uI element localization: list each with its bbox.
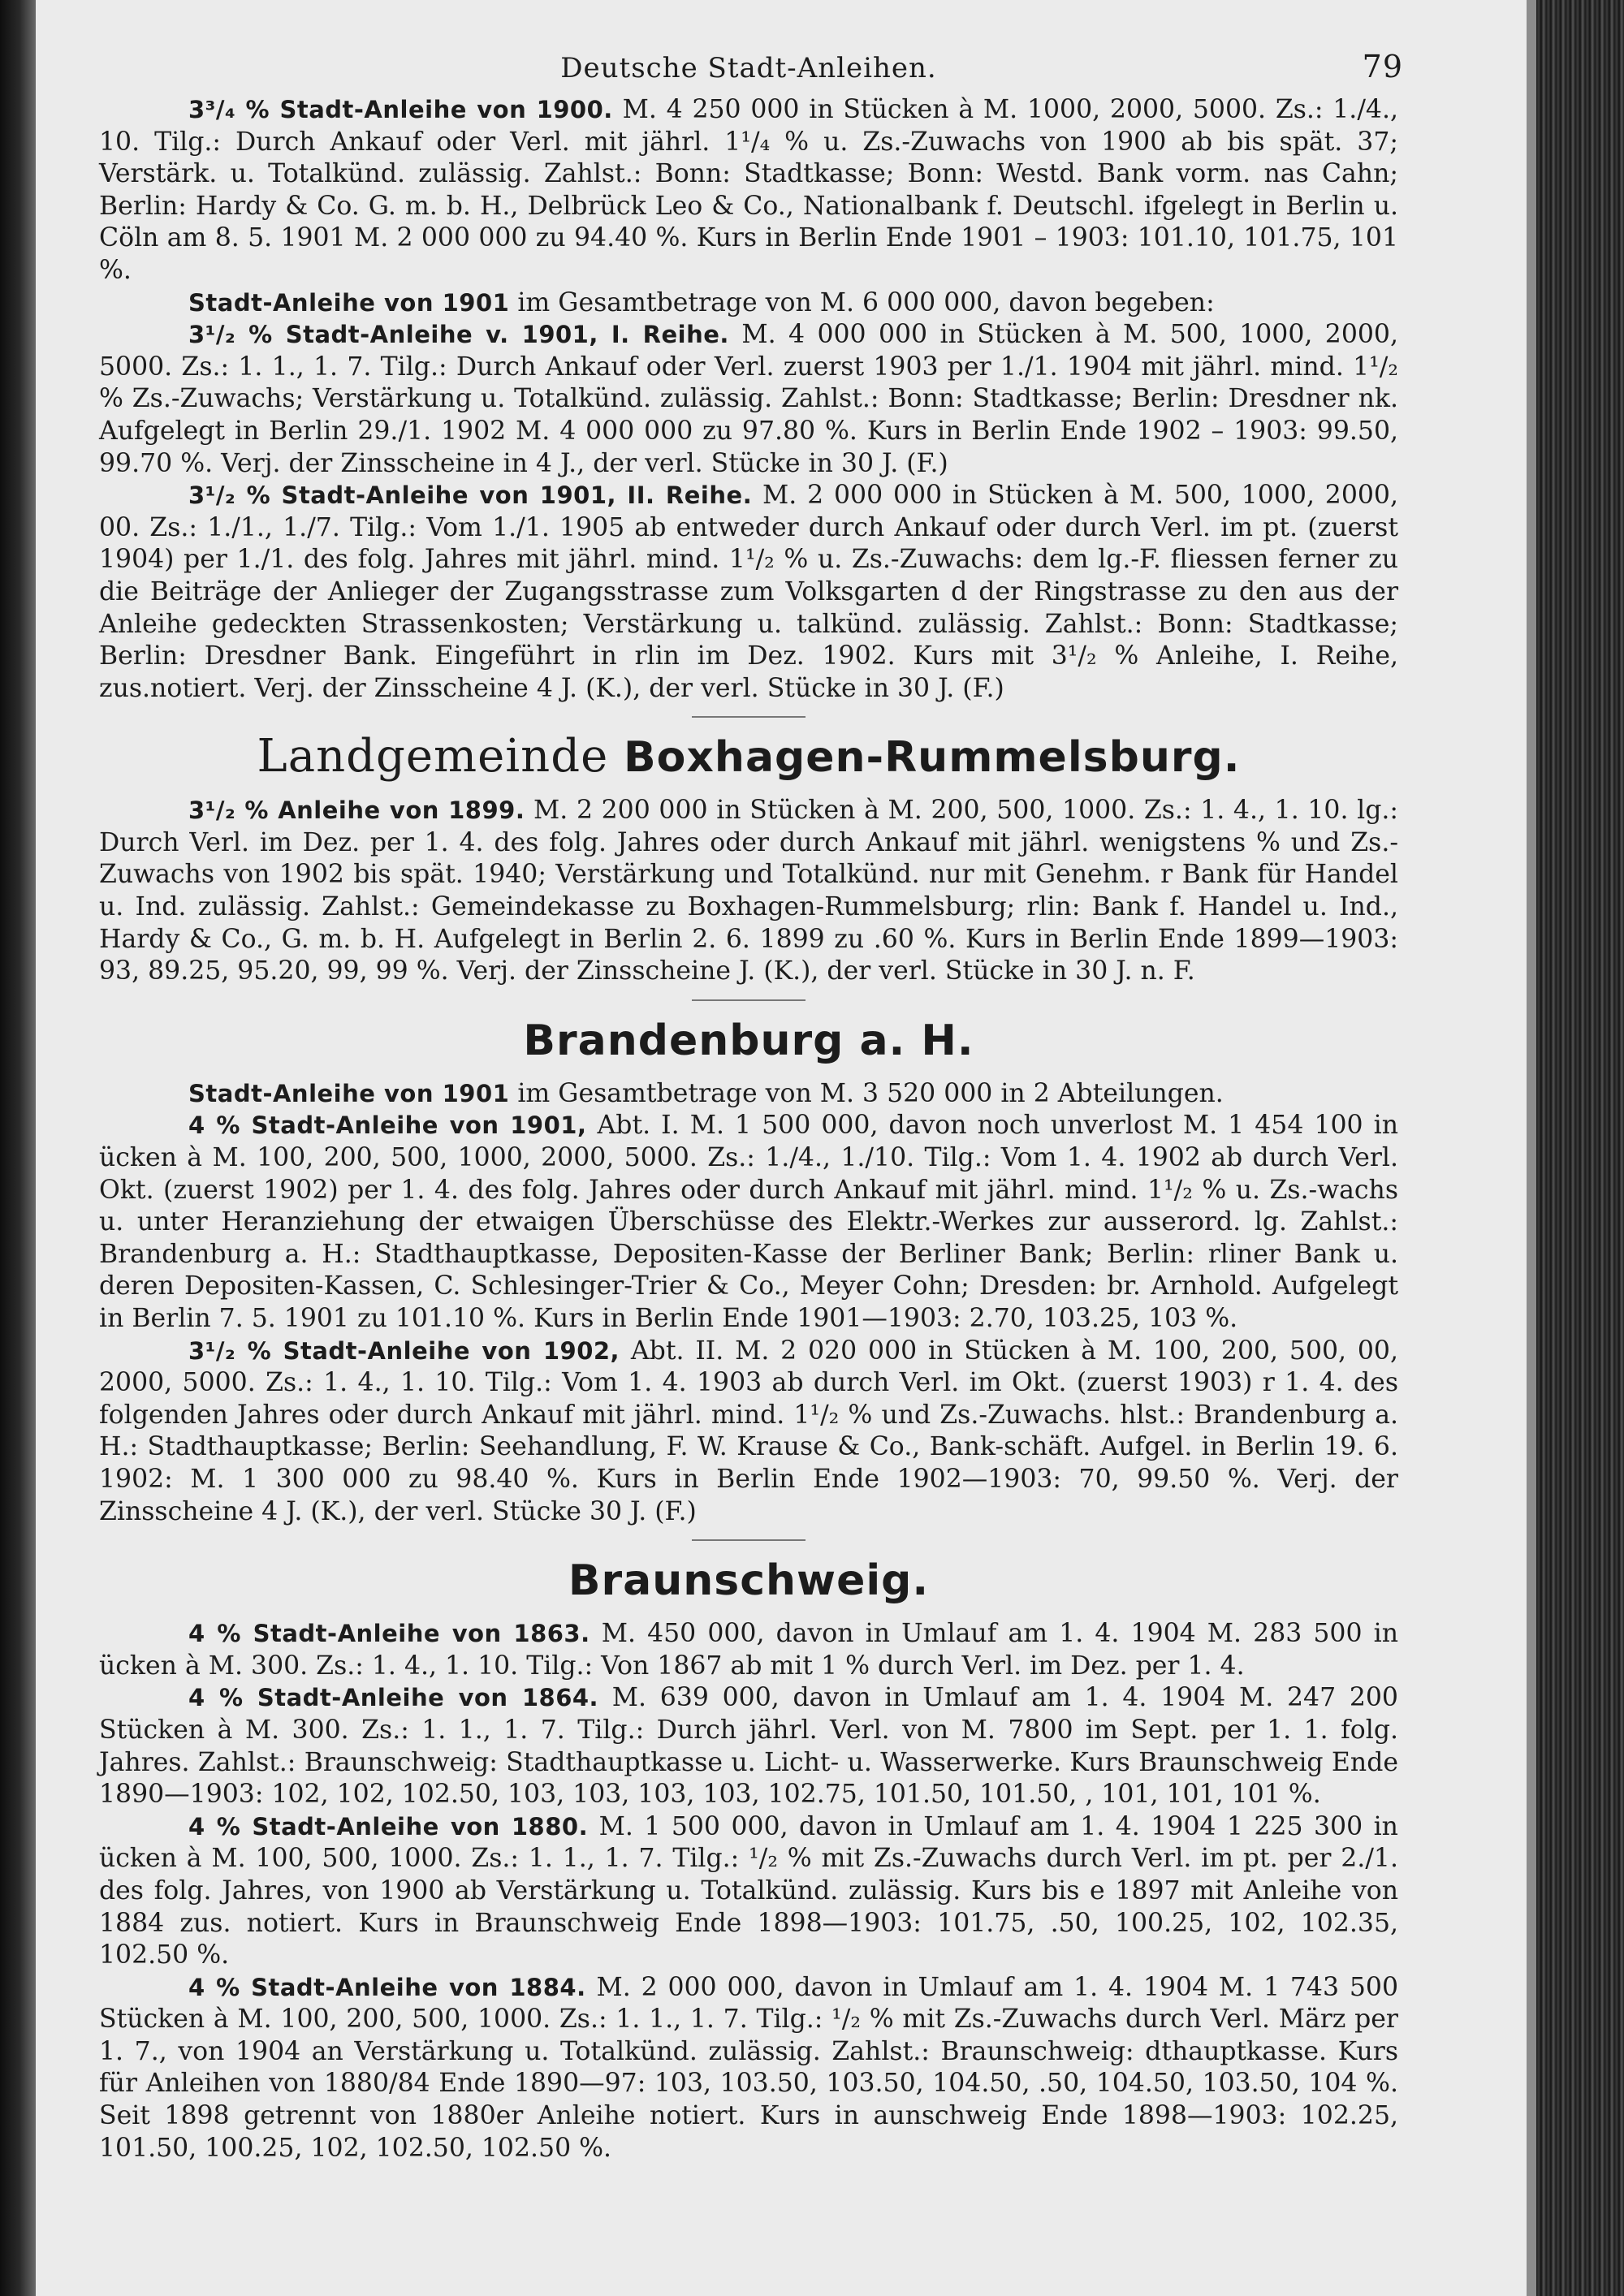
entry (99, 1110, 1398, 1335)
section-divider (692, 1539, 806, 1541)
entry-text: im Gesamtbetrage von M. 6 000 000, davon begeben: (509, 287, 1215, 317)
entry (99, 94, 1398, 287)
section-divider (692, 716, 806, 718)
entry (99, 795, 1398, 988)
city-heading (99, 1014, 1398, 1067)
entry (99, 480, 1398, 705)
entry (99, 319, 1398, 480)
entry (99, 287, 1398, 320)
entry-text: M. 1 500 000, davon in Umlauf am 1. 4. 1904 1 225 300 in ücken à M. 100, 500, 1000. Zs.: 1. 1., 1. 7. Tilg.: ¹/₂ % mit Zs.-Zuwachs durch Verl. im pt. per 2./1. des folg. Jahres, von 1900 ab Verstärkung u. Totalkünd. zulässig. Kurs bis e 1897 mit Anleihe von 1884 zus. notiert. Kurs in Braunschweig Ende 1898—1903: 101.75, .50, 100.25, 102, 102.35, 102.50 %. (99, 1811, 1398, 1970)
entry-heading: 4 % Stadt-Anleihe von 1884. (188, 1973, 586, 2001)
entry-heading: 4 % Stadt-Anleihe von 1863. (188, 1620, 590, 1648)
entry (99, 1972, 1398, 2165)
page-content (99, 45, 1403, 2164)
entry-text: M. 4 250 000 in Stücken à M. 1000, 2000, 5000. Zs.: 1./4., 10. Tilg.: Durch Ankauf oder Verl. mit jährl. 1¹/₄ % u. Zs.-Zuwachs von 1900 ab bis spät. 37; Verstärk. u. Totalkünd. zulässig. Zahlst.: Bonn: Stadtkasse; Bonn: Westd. Bank vorm. nas Cahn; Berlin: Hardy & Co. G. m. b. H., Delbrück Leo & Co., Nationalbank f. Deutschl. ifgelegt in Berlin u. Cöln am 8. 5. 1901 M. 2 000 000 zu 94.40 %. Kurs in Berlin Ende 1901 – 1903: 101.10, 101.75, 101 %. (99, 95, 1399, 285)
entry-heading: 3¹/₂ % Anleihe von 1899. (188, 796, 525, 825)
book-page (36, 0, 1527, 2296)
entry-text: im Gesamtbetrage von M. 3 520 000 in 2 Abteilungen. (509, 1078, 1224, 1108)
entry (99, 1682, 1398, 1810)
city-name: Brandenburg a. H. (523, 1016, 974, 1065)
running-head (99, 45, 1403, 94)
entry-heading: 3¹/₂ % Stadt-Anleihe v. 1901, I. Reihe. (188, 321, 729, 349)
city-name: Braunschweig. (568, 1556, 930, 1606)
entry-heading: 3¹/₂ % Stadt-Anleihe von 1902, (188, 1336, 620, 1365)
entry-text: Abt. I. M. 1 500 000, davon noch unverlost M. 1 454 100 in ücken à M. 100, 200, 500, 1000, 2000, 5000. Zs.: 1./4., 1./10. Tilg.: Vom 1. 4. 1902 ab durch Verl. Okt. (zuerst 1902) per 1. 4. des folg. Jahres oder durch Ankauf mit jährl. mind. 1¹/₂ % u. Zs.-wachs u. unter Heranziehung der etwaigen Überschüsse des Elektr.-Werkes zur ausserord. lg. Zahlst.: Brandenburg a. H.: Stadthauptkasse, Depositen-Kasse der Berliner Bank; Berlin: rliner Bank u. deren Depositen-Kassen, C. Schlesinger-Trier & Co., Meyer Cohn; Dresden: br. Arnhold. Aufgelegt in Berlin 7. 5. 1901 zu 101.10 %. Kurs in Berlin Ende 1901—1903: 2.70, 103.25, 103 %. (99, 1111, 1398, 1333)
entry (99, 1078, 1398, 1111)
city-prefix: Landgemeinde (257, 730, 609, 783)
entry-heading: 3³/₄ % Stadt-Anleihe von 1900. (188, 96, 613, 123)
city-heading (99, 1554, 1398, 1607)
entry-heading: Stadt-Anleihe von 1901 (188, 1079, 510, 1107)
entry-text: Abt. II. M. 2 020 000 in Stücken à M. 100, 200, 500, 00, 2000, 5000. Zs.: 1. 4., 1. 10. Tilg.: Vom 1. 4. 1903 ab durch Verl. im Okt. (zuerst 1903) r 1. 4. des folgenden Jahres oder durch Ankauf mit jährl. mind. 1¹/₂ % und Zs.-Zuwachs. hlst.: Brandenburg a. H.: Stadthauptkasse; Berlin: Seehandlung, F. W. Krause & Co., Bank-schäft. Aufgel. in Berlin 19. 6. 1902: M. 1 300 000 zu 98.40 %. Kurs in Berlin Ende 1902—1903: 70, 99.50 %. Verj. der Zinsscheine 4 J. (K.), der verl. Stücke 30 J. (F.) (99, 1336, 1398, 1526)
entry (99, 1811, 1398, 1972)
entry-text: M. 2 200 000 in Stücken à M. 200, 500, 1000. Zs.: 1. 4., 1. 10. lg.: Durch Verl. im Dez. per 1. 4. des folg. Jahres oder durch Ankauf mit jährl. wenigstens % und Zs.-Zuwachs von 1902 bis spät. 1940; Verstärkung und Totalkünd. nur mit Genehm. r Bank für Handel u. Ind. zulässig. Zahlst.: Gemeindekasse zu Boxhagen-Rummelsburg; rlin: Bank f. Handel u. Ind., Hardy & Co., G. m. b. H. Aufgelegt in Berlin 2. 6. 1899 zu .60 %. Kurs in Berlin Ende 1899—1903: 93, 89.25, 95.20, 99, 99 %. Verj. der Zinsscheine J. (K.), der verl. Stücke in 30 J. n. F. (99, 796, 1398, 986)
page-number: 79 (1362, 49, 1403, 84)
city-name: Boxhagen-Rummelsburg. (624, 733, 1241, 783)
entry-text: M. 4 000 000 in Stücken à M. 500, 1000, 2000, 5000. Zs.: 1. 1., 1. 7. Tilg.: Durch Ankauf oder Verl. zuerst 1903 per 1./1. 1904 mit jährl. mind. 1¹/₂ % Zs.-Zuwachs; Verstärkung u. Totalkünd. zulässig. Zahlst.: Bonn: Stadtkasse; Berlin: Dresdner nk. Aufgelegt in Berlin 29./1. 1902 M. 4 000 000 zu 97.80 %. Kurs in Berlin Ende 1902 – 1903: 99.50, 99.70 %. Verj. der Zinsscheine in 4 J., der verl. Stücke in 30 J. (F.) (99, 320, 1398, 478)
entry-heading: 3¹/₂ % Stadt-Anleihe von 1901, II. Reihe. (188, 481, 753, 510)
entry (99, 1336, 1398, 1529)
entry-text: M. 2 000 000 in Stücken à M. 500, 1000, 2000, 00. Zs.: 1./1., 1./7. Tilg.: Vom 1./1. 1905 ab entweder durch Ankauf oder durch Verl. im pt. (zuerst 1904) per 1./1. des folg. Jahres mit jährl. mind. 1¹/₂ % u. Zs.-Zuwachs: dem lg.-F. fliessen ferner zu die Beiträge der Anlieger der Zugangsstrasse zum Volksgarten d der Ringstrasse zu den aus der Anleihe gedeckten Strassenkosten; Verstärkung u. talkünd. zulässig. Zahlst.: Bonn: Stadtkasse; Berlin: Dresdner Bank. Eingeführt in rlin im Dez. 1902. Kurs mit 3¹/₂ % Anleihe, I. Reihe, zus.notiert. Verj. der Zinsscheine 4 J. (K.), der verl. Stücke in 30 J. (F.) (99, 481, 1398, 703)
entry-text: M. 639 000, davon in Umlauf am 1. 4. 1904 M. 247 200 Stücken à M. 300. Zs.: 1. 1., 1. 7. Tilg.: Durch jährl. Verl. von M. 7800 im Sept. per 1. 1. folg. Jahres. Zahlst.: Braunschweig: Stadthauptkasse u. Licht- u. Wasserwerke. Kurs Braunschweig Ende 1890—1903: 102, 102, 102.50, 103, 103, 103, 103, 102.75, 101.50, 101.50, , 101, 101, 101 %. (99, 1683, 1398, 1810)
entry (99, 1618, 1398, 1682)
running-title: Deutsche Stadt-Anleihen. (560, 52, 937, 84)
entry-heading: 4 % Stadt-Anleihe von 1901, (188, 1111, 587, 1140)
entry-heading: 4 % Stadt-Anleihe von 1880. (188, 1812, 589, 1841)
entry-heading: 4 % Stadt-Anleihe von 1864. (188, 1684, 599, 1712)
entry-text: M. 2 000 000, davon in Umlauf am 1. 4. 1904 M. 1 743 500 Stücken à M. 100, 200, 500, 1000. Zs.: 1. 1., 1. 7. Tilg.: ¹/₂ % mit Zs.-Zuwachs durch Verl. März per 1. 7., von 1904 an Verstärkung u. Totalkünd. zulässig. Zahlst.: Braunschweig: dthauptkasse. Kurs für Anleihen von 1880/84 Ende 1890—97: 103, 103.50, 103.50, 104.50, .50, 104.50, 103.50, 104 %. Seit 1898 getrennt von 1880er Anleihe notiert. Kurs in aunschweig Ende 1898—1903: 102.25, 101.50, 100.25, 102, 102.50, 102.50 %. (99, 1972, 1398, 2163)
scan-left-edge (0, 0, 36, 2296)
scan-right-edge (1527, 0, 1624, 2296)
section-divider (692, 999, 806, 1001)
city-heading (99, 731, 1398, 783)
entry-heading: Stadt-Anleihe von 1901 (188, 288, 510, 317)
entry-text: M. 450 000, davon in Umlauf am 1. 4. 1904 M. 283 500 in ücken à M. 300. Zs.: 1. 4., 1. 10. Tilg.: Von 1867 ab mit 1 % durch Verl. im Dez. per 1. 4. (99, 1619, 1398, 1681)
